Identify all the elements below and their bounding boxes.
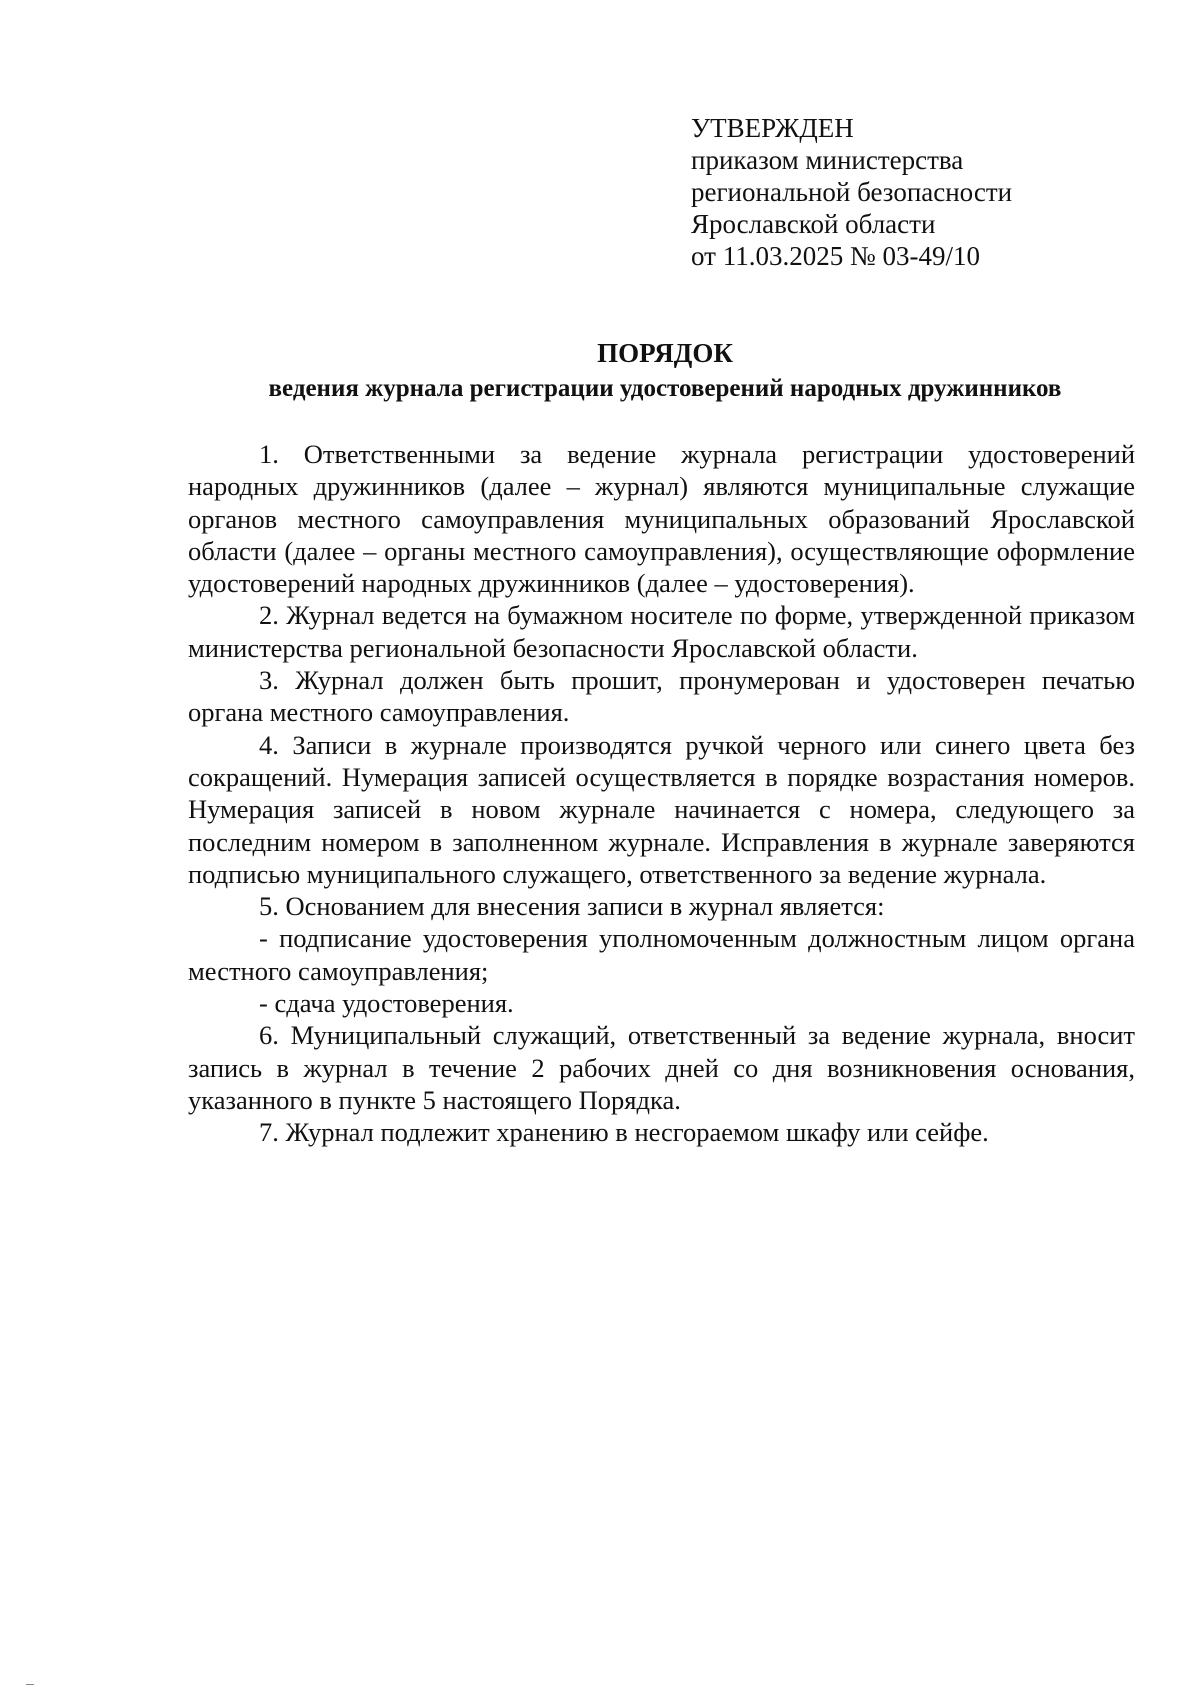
approval-ministry-line: региональной безопасности xyxy=(691,177,1013,207)
paragraph-2: 2. Журнал ведется на бумажном носителе по форме, утвержденной приказом министерства региональной безопасности Ярославской области. xyxy=(188,600,1135,663)
document-body xyxy=(188,438,1135,1149)
approval-heading: УТВЕРЖДЕН xyxy=(691,113,854,143)
scan-mark xyxy=(26,1684,34,1685)
document-subtitle: ведения журнала регистрации удостоверений народных дружинников xyxy=(268,375,1062,402)
approval-region-line: Ярославской области xyxy=(691,209,936,239)
list-item-surrender: - сдача удостоверения. xyxy=(259,988,514,1019)
paragraph-3: 3. Журнал должен быть прошит, пронумерован и удостоверен печатью органа местного самоуправления. xyxy=(188,665,1135,728)
paragraph-5: 5. Основанием для внесения записи в журнал является: xyxy=(259,891,885,922)
paragraph-6: 6. Муниципальный служащий, ответственный за ведение журнала, вносит запись в журнал в течение 2 рабочих дней со дня возникновения основания, указанного в пункте 5 настоящего Порядка. xyxy=(188,1020,1135,1115)
paragraph-7: 7. Журнал подлежит хранению в несгораемом шкафу или сейфе. xyxy=(259,1117,989,1148)
approval-date-number: от 11.03.2025 № 03-49/10 xyxy=(691,241,980,271)
list-item-signing: - подписание удостоверения уполномоченным должностным лицом органа местного самоуправления; xyxy=(188,923,1135,986)
approval-stamp-block xyxy=(691,112,1111,272)
document-title-block xyxy=(190,336,1140,406)
approval-order-line: приказом министерства xyxy=(691,145,964,175)
paragraph-1: 1. Ответственными за ведение журнала регистрации удостоверений народных дружинников (далее – журнал) являются муниципальные служащие органов местного самоуправления муниципальных образований Ярославской области (далее – органы местного самоуправления), осуществляющие оформление удостоверений народных дружинников (далее – удостоверения). xyxy=(188,439,1135,599)
document-title: ПОРЯДОК xyxy=(597,338,733,368)
paragraph-4: 4. Записи в журнале производятся ручкой черного или синего цвета без сокращений. Нумерация записей осуществляется в порядке возрастания номеров. Нумерация записей в новом журнале начинается с номера, следующего за последним номером в заполненном журнале. Исправления в журнале заверяются подписью муниципального служащего, ответственного за ведение журнала. xyxy=(188,729,1135,889)
